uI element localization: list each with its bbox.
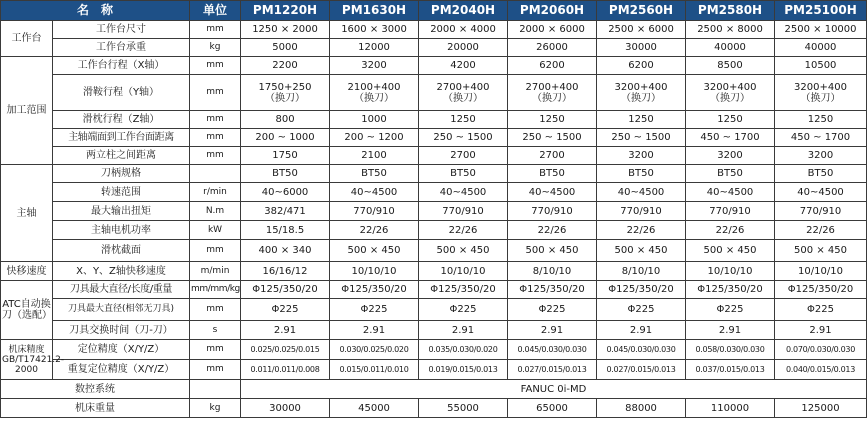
value-cell: 0.027/0.015/0.013	[508, 360, 597, 380]
value-cell: 40~4500	[597, 183, 686, 202]
table-row	[1, 360, 867, 380]
unit-cell: mm	[190, 340, 241, 360]
value-cell	[597, 75, 686, 111]
value-cell: BT50	[508, 165, 597, 183]
value-main: 1750+250	[258, 81, 312, 93]
value-main: 2100+400	[347, 81, 401, 93]
value-cell: 770/910	[330, 202, 419, 221]
table-row	[1, 281, 867, 299]
item-label: 转速范围	[53, 183, 190, 202]
value-cell: 0.070/0.030/0.030	[775, 340, 867, 360]
value-cell: 16/16/12	[241, 262, 330, 281]
value-cell	[241, 75, 330, 111]
value-cell: 3200	[597, 147, 686, 165]
value-cell: 1250	[775, 111, 867, 129]
value-cell: Φ125/350/20	[241, 281, 330, 299]
value-cell: 110000	[686, 399, 775, 418]
value-cell: 125000	[775, 399, 867, 418]
item-label: 滑鞍行程（Y轴）	[53, 75, 190, 111]
value-cell: 45000	[330, 399, 419, 418]
value-cell: 0.058/0.030/0.030	[686, 340, 775, 360]
table-row	[1, 75, 867, 111]
value-cell: Φ225	[775, 299, 867, 321]
unit-cell: mm	[190, 129, 241, 147]
unit-cell: m/min	[190, 262, 241, 281]
value-cell: 1600 × 3000	[330, 21, 419, 39]
value-cell: 10/10/10	[686, 262, 775, 281]
value-cell: 10/10/10	[419, 262, 508, 281]
value-sub: （换刀）	[800, 92, 841, 104]
header-model: PM2060H	[508, 1, 597, 21]
value-cell: 2500 × 10000	[775, 21, 867, 39]
value-cell: 250 ~ 1500	[508, 129, 597, 147]
unit-cell	[190, 165, 241, 183]
value-cell: 55000	[419, 399, 508, 418]
unit-cell	[190, 380, 241, 399]
item-label: 机床重量	[1, 399, 190, 418]
unit-cell: kg	[190, 39, 241, 57]
value-main: 2700+400	[436, 81, 490, 93]
value-cell: 1000	[330, 111, 419, 129]
value-cell: 2.91	[775, 321, 867, 340]
header-model: PM25100H	[775, 1, 867, 21]
value-sub: （换刀）	[621, 92, 662, 104]
value-cell: 4200	[419, 57, 508, 75]
value-cell: 12000	[330, 39, 419, 57]
value-cell: 40000	[775, 39, 867, 57]
value-cell: 400 × 340	[241, 240, 330, 262]
value-cell: Φ125/350/20	[686, 281, 775, 299]
value-cell: 0.025/0.025/0.015	[241, 340, 330, 360]
value-cell: 3200	[686, 147, 775, 165]
value-cell: 2000 × 4000	[419, 21, 508, 39]
value-cell: 40~4500	[686, 183, 775, 202]
value-cell: 2500 × 6000	[597, 21, 686, 39]
value-cell	[419, 75, 508, 111]
header-unit: 单位	[190, 1, 241, 21]
value-main: 2700+400	[525, 81, 579, 93]
value-cell: 2000 × 6000	[508, 21, 597, 39]
item-label: 滑枕截面	[53, 240, 190, 262]
unit-cell: mm	[190, 360, 241, 380]
value-main: 3200+400	[794, 81, 847, 93]
value-cell: 40~6000	[241, 183, 330, 202]
value-cell	[330, 75, 419, 111]
value-cell: Φ225	[330, 299, 419, 321]
item-label: X、Y、Z轴快移速度	[53, 262, 190, 281]
value-cell: Φ125/350/20	[775, 281, 867, 299]
item-label: 两立柱之间距离	[53, 147, 190, 165]
value-cell: 1250	[686, 111, 775, 129]
item-label: 工作台承重	[53, 39, 190, 57]
value-cell: 0.019/0.015/0.013	[419, 360, 508, 380]
value-cell: 200 ~ 1200	[330, 129, 419, 147]
value-cell: 0.037/0.015/0.013	[686, 360, 775, 380]
value-cell: 770/910	[419, 202, 508, 221]
value-cell: 450 ~ 1700	[686, 129, 775, 147]
value-cell: 2700	[419, 147, 508, 165]
value-cell: Φ225	[241, 299, 330, 321]
value-cell: 8/10/10	[508, 262, 597, 281]
value-cell: 770/910	[775, 202, 867, 221]
value-cell: 800	[241, 111, 330, 129]
header-model: PM2560H	[597, 1, 686, 21]
value-cell: 0.030/0.025/0.020	[330, 340, 419, 360]
value-cell: 8500	[686, 57, 775, 75]
unit-cell: mm/mm/kg	[190, 281, 241, 299]
value-cell	[686, 75, 775, 111]
value-cell: BT50	[330, 165, 419, 183]
value-cell: 40~4500	[419, 183, 508, 202]
item-label: 刀具最大直径/长度/重量	[53, 281, 190, 299]
value-cell: 2.91	[241, 321, 330, 340]
unit-cell: mm	[190, 240, 241, 262]
value-cell: 22/26	[330, 221, 419, 240]
table-row	[1, 202, 867, 221]
value-cell: 3200	[775, 147, 867, 165]
value-cell: 40~4500	[508, 183, 597, 202]
value-cell: 500 × 450	[686, 240, 775, 262]
value-cell: Φ225	[686, 299, 775, 321]
value-cell: 8/10/10	[597, 262, 686, 281]
value-cell: 0.045/0.030/0.030	[597, 340, 686, 360]
value-main: 3200+400	[614, 81, 668, 93]
header-model: PM1220H	[241, 1, 330, 21]
value-cell: 1250	[508, 111, 597, 129]
header-model: PM2580H	[686, 1, 775, 21]
value-cell: 2700	[508, 147, 597, 165]
value-sub: （换刀）	[265, 92, 306, 104]
value-sub: （换刀）	[443, 92, 484, 104]
unit-cell: kg	[190, 399, 241, 418]
value-cell: 26000	[508, 39, 597, 57]
value-cell: BT50	[775, 165, 867, 183]
item-label: 重复定位精度（X/Y/Z）	[53, 360, 190, 380]
item-label: 工作台尺寸	[53, 21, 190, 39]
group-label: 工作台	[1, 21, 53, 57]
value-cell: 0.011/0.011/0.008	[241, 360, 330, 380]
value-cell: 382/471	[241, 202, 330, 221]
table-row	[1, 240, 867, 262]
value-cell: 2.91	[508, 321, 597, 340]
value-cell: 2.91	[686, 321, 775, 340]
value-sub: （换刀）	[354, 92, 395, 104]
value-cell: Φ125/350/20	[419, 281, 508, 299]
value-cell: Φ225	[419, 299, 508, 321]
item-label: 定位精度（X/Y/Z）	[53, 340, 190, 360]
value-cell: Φ125/350/20	[330, 281, 419, 299]
value-cell: 40~4500	[330, 183, 419, 202]
unit-cell: mm	[190, 57, 241, 75]
group-label: ATC自动换刀（选配）	[1, 281, 53, 340]
value-cell: 1250	[597, 111, 686, 129]
value-cell: 65000	[508, 399, 597, 418]
value-cell: 500 × 450	[419, 240, 508, 262]
value-cell: 15/18.5	[241, 221, 330, 240]
value-cell: 3200	[330, 57, 419, 75]
value-cell: 2200	[241, 57, 330, 75]
value-cell: 40000	[686, 39, 775, 57]
group-label: 主轴	[1, 165, 53, 262]
value-cell: 770/910	[597, 202, 686, 221]
value-cell: 0.045/0.030/0.030	[508, 340, 597, 360]
value-cell: 0.035/0.030/0.020	[419, 340, 508, 360]
unit-cell: N.m	[190, 202, 241, 221]
value-main: 3200+400	[703, 81, 757, 93]
value-cell: 1250	[419, 111, 508, 129]
table-row	[1, 147, 867, 165]
value-cell: Φ125/350/20	[597, 281, 686, 299]
value-cell: 770/910	[686, 202, 775, 221]
item-label: 主轴端面到工作台面距离	[53, 129, 190, 147]
item-label: 刀具交换时间（刀-刀）	[53, 321, 190, 340]
value-cell: 200 ~ 1000	[241, 129, 330, 147]
value-cell: 10/10/10	[330, 262, 419, 281]
cnc-value: FANUC 0i-MD	[241, 380, 867, 399]
item-label: 滑枕行程（Z轴）	[53, 111, 190, 129]
item-label: 最大输出扭矩	[53, 202, 190, 221]
table-row	[1, 57, 867, 75]
value-cell: 770/910	[508, 202, 597, 221]
value-cell: 30000	[597, 39, 686, 57]
value-cell: 88000	[597, 399, 686, 418]
table-row	[1, 340, 867, 360]
value-cell: 30000	[241, 399, 330, 418]
item-label: 工作台行程（X轴）	[53, 57, 190, 75]
value-cell: 0.015/0.011/0.010	[330, 360, 419, 380]
unit-cell: r/min	[190, 183, 241, 202]
table-row	[1, 299, 867, 321]
value-cell: 450 ~ 1700	[775, 129, 867, 147]
value-cell: 5000	[241, 39, 330, 57]
value-cell: 1750	[241, 147, 330, 165]
unit-cell: mm	[190, 21, 241, 39]
value-cell: 2.91	[330, 321, 419, 340]
item-label: 刀柄规格	[53, 165, 190, 183]
table-row	[1, 111, 867, 129]
value-cell	[775, 75, 867, 111]
unit-cell: mm	[190, 75, 241, 111]
value-cell: Φ125/350/20	[508, 281, 597, 299]
table-row	[1, 399, 867, 418]
header-model: PM2040H	[419, 1, 508, 21]
table-row	[1, 39, 867, 57]
value-cell: BT50	[241, 165, 330, 183]
table-row	[1, 21, 867, 39]
value-sub: （换刀）	[532, 92, 573, 104]
table-row	[1, 129, 867, 147]
value-cell: 22/26	[597, 221, 686, 240]
table-row	[1, 165, 867, 183]
value-cell: Φ225	[508, 299, 597, 321]
group-label: 快移速度	[1, 262, 53, 281]
item-label: 刀具最大直径(相邻无刀具)	[53, 299, 190, 321]
value-cell: 500 × 450	[597, 240, 686, 262]
unit-cell: s	[190, 321, 241, 340]
value-cell: 22/26	[686, 221, 775, 240]
value-sub: （换刀）	[710, 92, 751, 104]
group-label: 加工范围	[1, 57, 53, 165]
value-cell: 22/26	[775, 221, 867, 240]
value-cell: 250 ~ 1500	[597, 129, 686, 147]
value-cell: BT50	[597, 165, 686, 183]
value-cell: 500 × 450	[508, 240, 597, 262]
unit-cell: kW	[190, 221, 241, 240]
table-row	[1, 321, 867, 340]
value-cell: BT50	[686, 165, 775, 183]
value-cell: 0.027/0.015/0.013	[597, 360, 686, 380]
value-cell: 40~4500	[775, 183, 867, 202]
value-cell: 6200	[508, 57, 597, 75]
item-label: 数控系统	[1, 380, 190, 399]
table-row	[1, 221, 867, 240]
table-row	[1, 380, 867, 399]
value-cell: 1250 × 2000	[241, 21, 330, 39]
table-row	[1, 183, 867, 202]
value-cell: 2.91	[419, 321, 508, 340]
unit-cell: mm	[190, 111, 241, 129]
value-cell: 2.91	[597, 321, 686, 340]
value-cell: Φ225	[597, 299, 686, 321]
value-cell: 500 × 450	[330, 240, 419, 262]
value-cell: 2500 × 8000	[686, 21, 775, 39]
table-row	[1, 262, 867, 281]
value-cell	[508, 75, 597, 111]
header-row	[1, 1, 867, 21]
header-model: PM1630H	[330, 1, 419, 21]
unit-cell: mm	[190, 299, 241, 321]
value-cell: 22/26	[508, 221, 597, 240]
value-cell: 2100	[330, 147, 419, 165]
value-cell: 10500	[775, 57, 867, 75]
group-label: 机床精度GB/T17421.2-2000	[1, 340, 53, 380]
value-cell: BT50	[419, 165, 508, 183]
value-cell: 20000	[419, 39, 508, 57]
value-cell: 0.040/0.015/0.013	[775, 360, 867, 380]
value-cell: 10/10/10	[775, 262, 867, 281]
header-name: 名 称	[1, 1, 190, 21]
value-cell: 22/26	[419, 221, 508, 240]
unit-cell: mm	[190, 147, 241, 165]
item-label: 主轴电机功率	[53, 221, 190, 240]
value-cell: 6200	[597, 57, 686, 75]
value-cell: 500 × 450	[775, 240, 867, 262]
value-cell: 250 ~ 1500	[419, 129, 508, 147]
